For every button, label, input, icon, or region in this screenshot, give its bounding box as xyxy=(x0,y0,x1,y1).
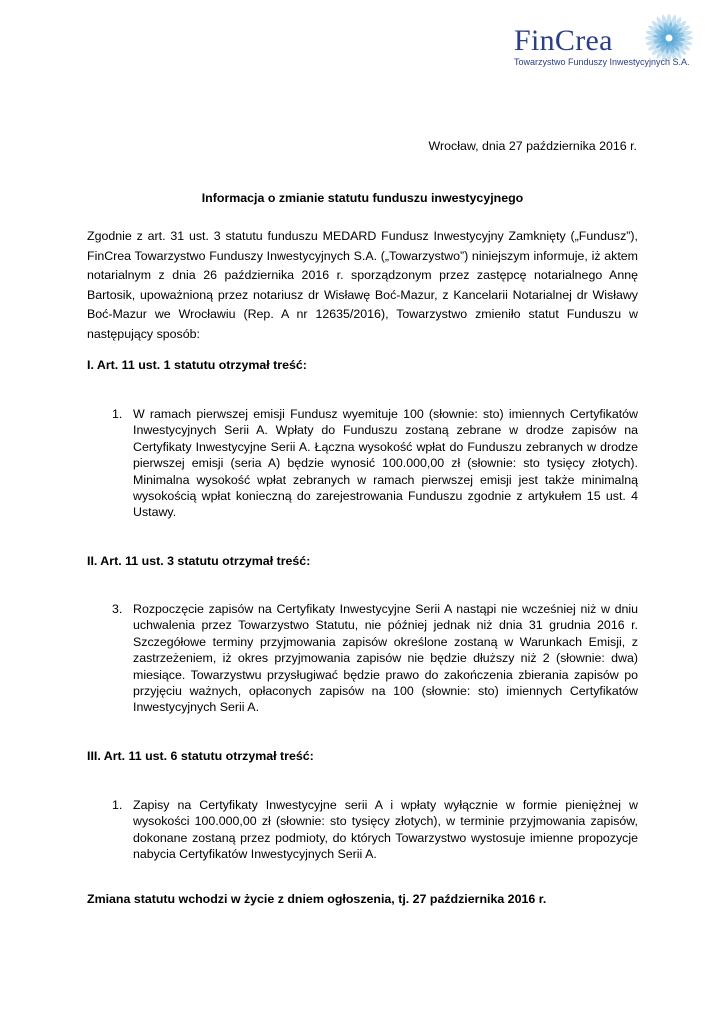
section-heading-3: III. Art. 11 ust. 6 statutu otrzymał treść: xyxy=(87,749,314,763)
document-title: Informacja o zmianie statutu funduszu inwestycyjnego xyxy=(201,191,524,205)
logo-subtitle: Towarzystwo Funduszy Inwestycyjnych S.A. xyxy=(514,57,690,67)
closing-statement: Zmiana statutu wchodzi w życie z dniem ogłoszenia, tj. 27 października 2016 r. xyxy=(87,892,547,906)
section-text-3: Zapisy na Certyfikaty Inwestycyjne serii A i wpłaty wyłącznie w formie pieniężnej w wysokości 100.000,00 zł (słownie: sto tysięcy złotych), w terminie przyjmowania zapisów, dokonane zostaną przez podmioty, do których Towarzystwo wystosuje imienne propozycje nabycia Certyfikatów Inwestycyjnych Serii A. xyxy=(133,798,638,862)
company-logo xyxy=(505,10,715,72)
date-line: Wrocław, dnia 27 października 2016 r. xyxy=(428,139,637,153)
list-number-1: 1. xyxy=(112,407,123,421)
logo-name: FinCrea xyxy=(514,24,613,57)
list-number-3: 1. xyxy=(112,798,123,812)
section-heading-1: I. Art. 11 ust. 1 statutu otrzymał treść: xyxy=(87,358,307,372)
intro-paragraph: Zgodnie z art. 31 ust. 3 statutu funduszu MEDARD Fundusz Inwestycyjny Zamknięty („Fundusz”), FinCrea Towarzystwo Funduszy Inwestycyjnych S.A. („Towarzystwo”) niniejszym informuje, iż aktem notarialnym z dnia 26 października 2016 r. sporządzonym przez zastępcę notarialnego Annę Bartosik, upoważnioną przez notariusz dr Wisławę Boć-Mazur, z Kancelarii Notarialnej dr Wisławy Boć-Mazur we Wrocławiu (Rep. A nr 12635/2016), Towarzystwo zmieniło statut Funduszu w następujący sposób: xyxy=(87,229,638,341)
section-text-1: W ramach pierwszej emisji Fundusz wyemituje 100 (słownie: sto) imiennych Certyfikatów Inwestycyjnych Serii A. Wpłaty do Funduszu zostaną zebrane w drodze zapisów na Certyfikaty Inwestycyjne Serii A. Łączna wysokość wpłat do Funduszu zebranych w drodze pierwszej emisji (seria A) będzie wynosić 100.000,00 zł (słownie: sto tysięcy złotych). Minimalna wysokość wpłat zebranych w ramach pierwszej emisji jest także minimalną wysokością wpłat konieczną do zarejestrowania Funduszu zgodnie z artykułem 15 ust. 4 Ustawy. xyxy=(133,407,638,520)
section-heading-2: II. Art. 11 ust. 3 statutu otrzymał treść: xyxy=(87,554,311,568)
list-number-2: 3. xyxy=(112,602,123,616)
section-text-2: Rozpoczęcie zapisów na Certyfikaty Inwestycyjne Serii A nastąpi nie wcześniej niż w dniu uchwalenia przez Towarzystwo Statutu, nie później jednak niż dnia 31 grudnia 2016 r. Szczegółowe terminy przyjmowania zapisów określone zostaną w Warunkach Emisji, z zastrzeżeniem, iż okres przyjmowania zapisów nie będzie dłuższy niż 2 (słownie: dwa) miesiące. Towarzystwu przysługiwać będzie prawo do zakończenia zbierania zapisów po przyjęciu ważnych, opłaconych zapisów na 100 (słownie: sto) imiennych Certyfikatów Inwestycyjnych Serii A. xyxy=(133,602,638,715)
flower-logo-icon xyxy=(639,10,699,66)
